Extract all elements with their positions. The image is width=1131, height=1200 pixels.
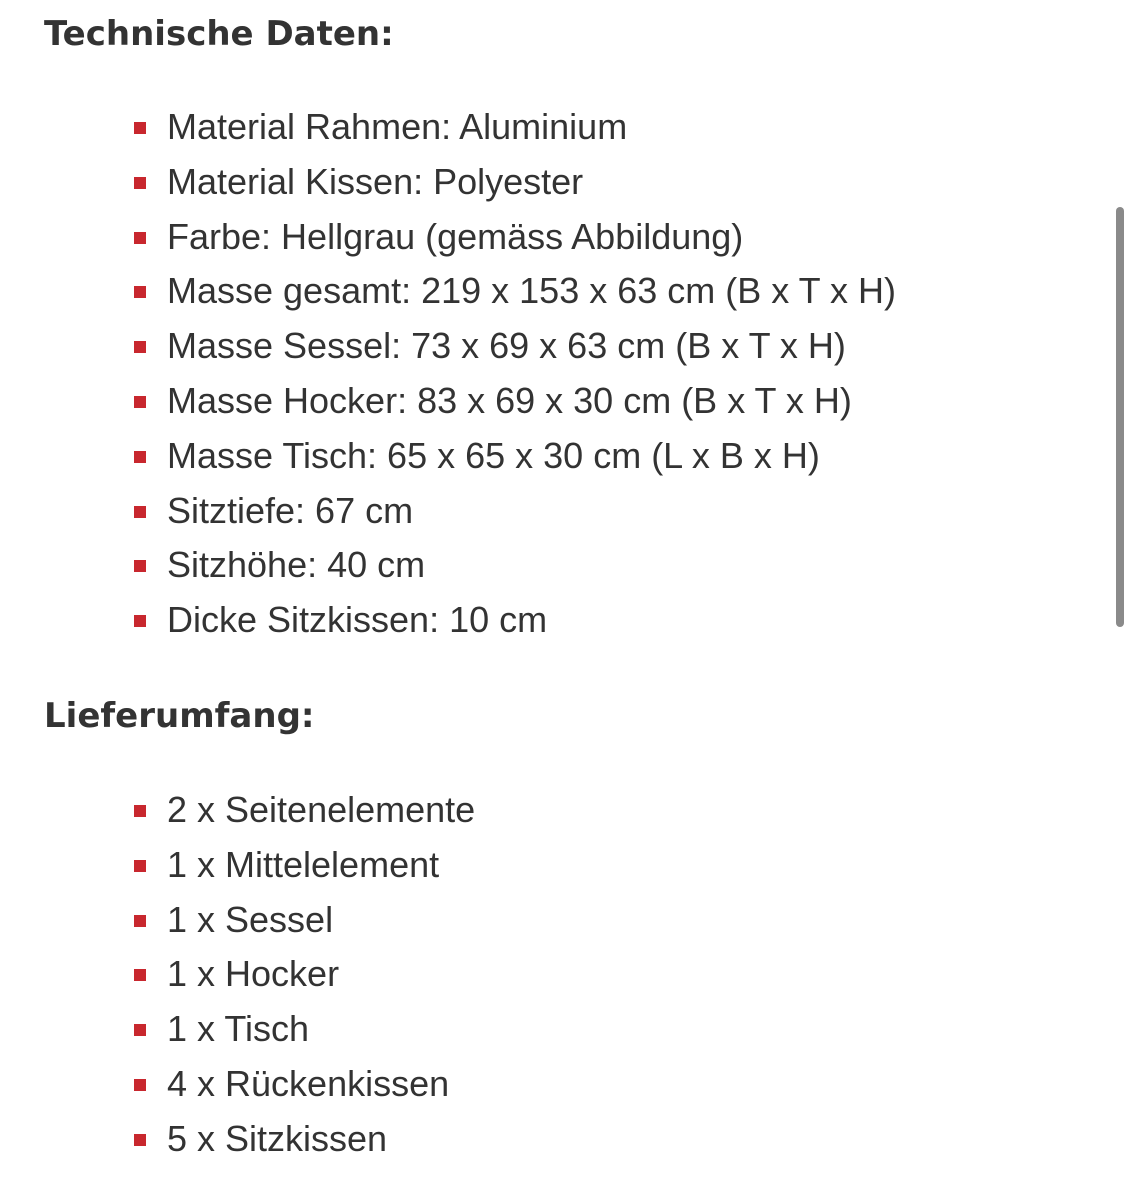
technical-data-list <box>44 100 1104 648</box>
square-bullet-icon <box>134 1134 146 1146</box>
list-item <box>134 429 1104 484</box>
square-bullet-icon <box>134 560 146 572</box>
list-item-text: Farbe: Hellgrau (gemäss Abbildung) <box>167 215 744 257</box>
square-bullet-icon <box>134 177 146 189</box>
list-item-text: Masse Sessel: 73 x 69 x 63 cm (B x T x H) <box>167 325 846 367</box>
square-bullet-icon <box>134 615 146 627</box>
list-item <box>134 1057 1104 1112</box>
list-item-text: 1 x Hocker <box>167 953 340 995</box>
square-bullet-icon <box>134 451 146 463</box>
list-item-text: Material Kissen: Polyester <box>167 160 584 202</box>
list-item <box>134 264 1104 319</box>
square-bullet-icon <box>134 286 146 298</box>
delivery-scope-heading: Lieferumfang: <box>44 695 315 736</box>
list-item <box>134 838 1104 893</box>
list-item-text: Sitztiefe: 67 cm <box>167 489 414 531</box>
product-details <box>44 0 1104 1167</box>
list-item <box>134 893 1104 948</box>
square-bullet-icon <box>134 805 146 817</box>
list-item <box>134 538 1104 593</box>
delivery-scope-list <box>44 783 1104 1167</box>
list-item-text: 1 x Tisch <box>167 1008 310 1050</box>
list-item-text: Sitzhöhe: 40 cm <box>167 544 426 586</box>
list-item <box>134 210 1104 265</box>
square-bullet-icon <box>134 969 146 981</box>
list-item <box>134 155 1104 210</box>
list-item-text: Masse Tisch: 65 x 65 x 30 cm (L x B x H) <box>167 434 820 476</box>
vertical-scrollbar[interactable] <box>1113 0 1131 1200</box>
list-item <box>134 593 1104 648</box>
square-bullet-icon <box>134 341 146 353</box>
square-bullet-icon <box>134 1079 146 1091</box>
square-bullet-icon <box>134 232 146 244</box>
list-item <box>134 319 1104 374</box>
list-item <box>134 947 1104 1002</box>
list-item-text: Dicke Sitzkissen: 10 cm <box>167 599 548 641</box>
technical-data-heading: Technische Daten: <box>44 14 394 54</box>
list-item <box>134 1002 1104 1057</box>
list-item-text: Masse Hocker: 83 x 69 x 30 cm (B x T x H) <box>167 379 852 421</box>
section-spacer <box>44 648 1104 696</box>
list-item <box>134 374 1104 429</box>
list-item-text: Masse gesamt: 219 x 153 x 63 cm (B x T x H) <box>167 270 896 312</box>
square-bullet-icon <box>134 122 146 134</box>
square-bullet-icon <box>134 860 146 872</box>
list-item-text: 1 x Mittelelement <box>167 843 440 885</box>
square-bullet-icon <box>134 915 146 927</box>
list-item <box>134 484 1104 539</box>
list-item <box>134 783 1104 838</box>
list-item <box>134 100 1104 155</box>
list-item-text: 5 x Sitzkissen <box>167 1117 388 1159</box>
list-item-text: 4 x Rückenkissen <box>167 1062 450 1104</box>
scrollbar-thumb[interactable] <box>1116 207 1124 627</box>
square-bullet-icon <box>134 1024 146 1036</box>
square-bullet-icon <box>134 506 146 518</box>
list-item-text: 1 x Sessel <box>167 898 334 940</box>
list-item-text: Material Rahmen: Aluminium <box>167 106 628 147</box>
list-item-text: 2 x Seitenelemente <box>167 788 476 830</box>
list-item <box>134 1112 1104 1167</box>
square-bullet-icon <box>134 396 146 408</box>
